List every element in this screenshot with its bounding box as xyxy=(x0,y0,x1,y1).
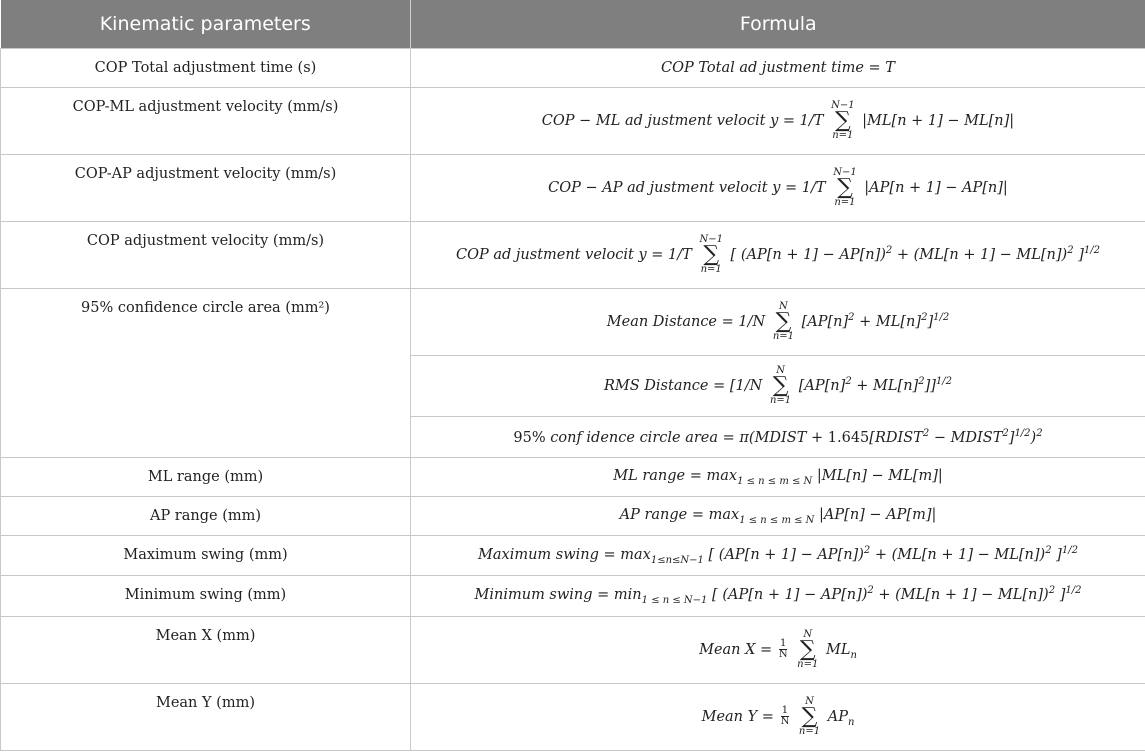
header-row xyxy=(1,0,1145,49)
formula-cell xyxy=(411,617,1145,684)
formula-cell xyxy=(411,356,1145,417)
formula-render: COP − ML ad justment velocit y = 1/T N−1 ∑ n=1 |ML[n + 1] − ML[n]| xyxy=(541,99,1015,142)
formula-cell xyxy=(411,155,1145,222)
table-row xyxy=(1,458,1145,497)
formula-cell xyxy=(411,49,1145,88)
header-param: Kinematic parameters xyxy=(1,0,411,49)
param-cell: AP range (mm) xyxy=(1,497,411,536)
table-row xyxy=(1,222,1145,289)
table-row xyxy=(1,617,1145,684)
header-formula: Formula xyxy=(411,0,1145,49)
param-cell: Maximum swing (mm) xyxy=(1,536,411,576)
formula-render: AP range = $\max_{1 \le n \le m \le N} |AP[n] - AP[m]|$ xyxy=(619,506,937,526)
formula-render: Mean Distance = 1/N N ∑ n=1 $[AP[n]^2 + ML[n]^2]^{1/2}$ xyxy=(606,300,950,343)
param-cell: Mean X (mm) xyxy=(1,617,411,684)
formula-cell xyxy=(411,536,1145,576)
formula-cell xyxy=(411,289,1145,356)
table-row xyxy=(1,497,1145,536)
table-row xyxy=(1,536,1145,576)
formula-cell xyxy=(411,684,1145,751)
formula-cell xyxy=(411,497,1145,536)
table-row xyxy=(1,289,1145,356)
formula-render: Mean Y = $\frac{1}{N}$ N ∑ n=1 $AP_n$ xyxy=(701,695,855,738)
formula-cell xyxy=(411,222,1145,289)
formula-cell xyxy=(411,458,1145,497)
formula-render: Minimum swing = $\min_{1 \le n \le N-1}$ [ $(AP[n + 1] - AP[n])^2 + (ML[n + 1] - ML[n])^2$ ]$^{1/2}$ xyxy=(474,585,1082,607)
param-cell: Mean Y (mm) xyxy=(1,684,411,751)
table-row xyxy=(1,684,1145,751)
formula-render: COP − AP ad justment velocit y = 1/T N−1 ∑ n=1 |AP[n + 1] − AP[n]| xyxy=(548,166,1008,209)
param-cell: ML range (mm) xyxy=(1,458,411,497)
formula-render: Maximum swing = $\max_{1\le n\le N-1}$ [ $(AP[n + 1] - AP[n])^2 + (ML[n + 1] - ML[n])^2$ ]$^{1/2}$ xyxy=(478,545,1078,566)
param-cell: COP adjustment velocity (mm/s) xyxy=(1,222,411,289)
formula-render: 95% conf idence circle area = π(MDIST + $1.645[RDIST^2$ − $MDIST^2]^{1/2})^2$ xyxy=(513,428,1043,446)
param-cell: COP-ML adjustment velocity (mm/s) xyxy=(1,88,411,155)
formula-render: ML range = $\max_{1 \le n \le m \le N} |ML[n] - ML[m]|$ xyxy=(613,467,943,487)
formula-render: Mean X = $\frac{1}{N}$ N ∑ n=1 $ML_n$ xyxy=(699,628,857,671)
param-cell: 95% confidence circle area (mm²) xyxy=(1,289,411,458)
formula-cell xyxy=(411,88,1145,155)
param-cell: Minimum swing (mm) xyxy=(1,576,411,617)
formula-render: RMS Distance = [1/N N ∑ n=1 $[AP[n]^2 + ML[n]^2]]^{1/2}$ xyxy=(603,364,952,407)
formula-render: COP ad justment velocit y = 1/T N−1 ∑ n=1 [ $(AP[n + 1] - AP[n])^2 + (ML[n + 1] - ML[n])^2$ ]$^{1/2}$ xyxy=(456,233,1100,276)
table-row xyxy=(1,49,1145,88)
param-cell: COP Total adjustment time (s) xyxy=(1,49,411,88)
table-row xyxy=(1,576,1145,617)
table-row xyxy=(1,88,1145,155)
table-row xyxy=(1,155,1145,222)
formula-render: COP Total ad justment time = T xyxy=(661,60,895,76)
param-cell: COP-AP adjustment velocity (mm/s) xyxy=(1,155,411,222)
formula-cell xyxy=(411,576,1145,617)
formula-cell xyxy=(411,417,1145,458)
